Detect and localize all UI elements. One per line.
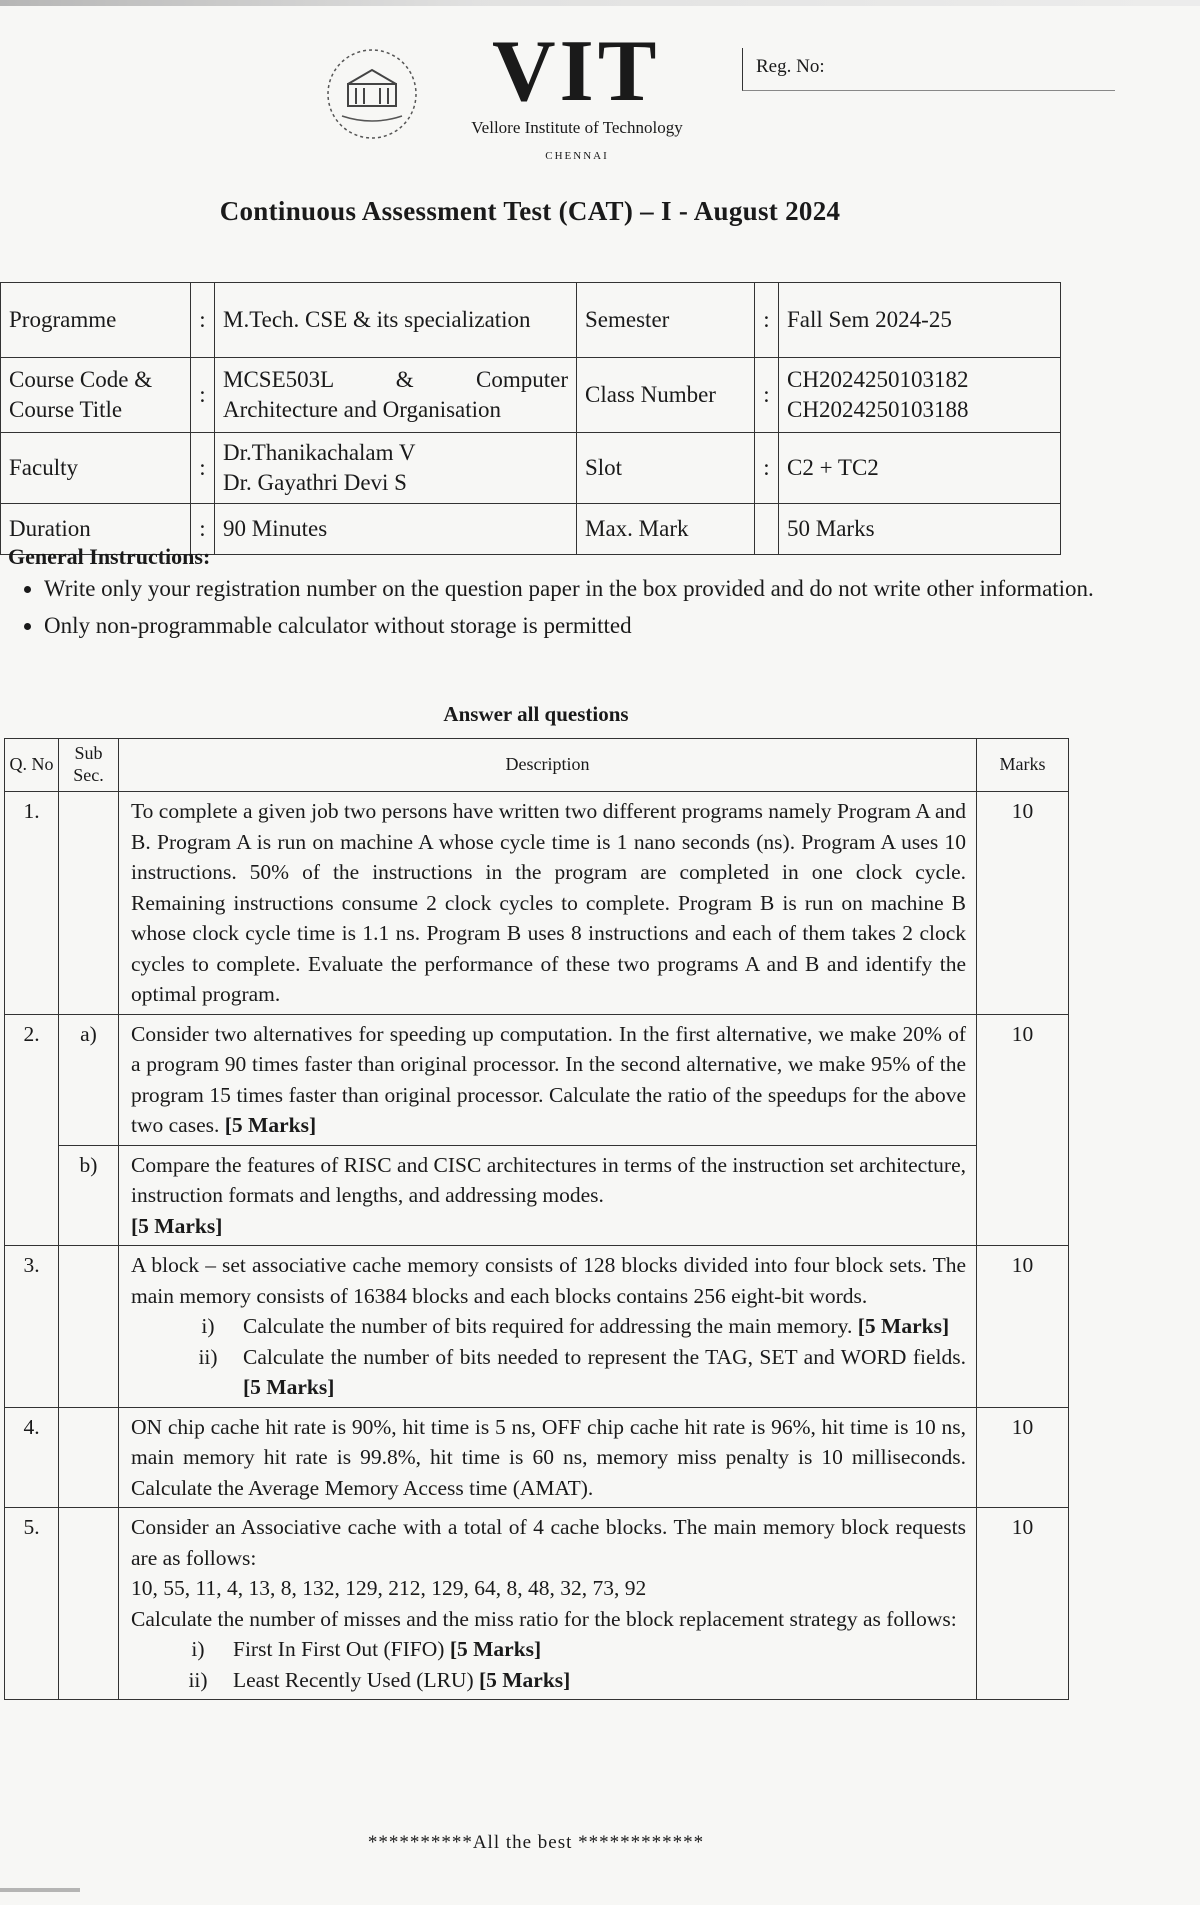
institute-city: CHENNAI — [545, 150, 609, 162]
q1-text: To complete a given job two persons have written two different programs namely Program A and B. Program A is run on machine A whose cycle time is 1 nano seconds (ns). Program A uses 10 instructions. 50% of the instructions in the program are completed in one clock cycle. Remaining instructions consume 2 clock cycles to complete. Program B is run on machine B whose clock cycle time is 1.1 ns. Program B uses 8 instructions and each of them takes 2 clock cycles to complete. Evaluate the performance of these two programs A and B and identify the optimal program. — [119, 792, 977, 1015]
qno: 4. — [5, 1407, 59, 1508]
q3-part-i-text — [243, 1311, 966, 1342]
q5-subparts — [131, 1634, 966, 1695]
q5-i-mark: [5 Marks] — [449, 1637, 542, 1662]
faculty-value — [215, 433, 577, 504]
q5-ii-mark: [5 Marks] — [478, 1667, 571, 1692]
course-label — [1, 358, 191, 433]
question-row-2b — [5, 1145, 1069, 1246]
questions-table — [4, 738, 1069, 1700]
class-number-value — [779, 358, 1061, 433]
colon: : — [755, 358, 779, 433]
sub-sec — [59, 1407, 119, 1508]
sub-sec — [59, 1246, 119, 1408]
q3-i-mark: [5 Marks] — [857, 1314, 950, 1339]
q2a-mark: [5 Marks] — [224, 1113, 317, 1138]
colon: : — [191, 283, 215, 358]
programme-value: M.Tech. CSE & its specialization — [215, 283, 577, 358]
q5-text2: Calculate the number of misses and the miss ratio for the block replacement strategy as follows: — [131, 1606, 957, 1631]
header-desc: Description — [119, 739, 977, 792]
course-value: MCSE503L & Computer Architecture and Organisation — [215, 358, 577, 433]
question-row-1 — [5, 792, 1069, 1015]
qno: 5. — [5, 1508, 59, 1700]
exam-info-table — [0, 282, 1061, 555]
header-marks: Marks — [977, 739, 1069, 792]
institute-name: Vellore Institute of Technology — [471, 118, 683, 137]
qno: 3. — [5, 1246, 59, 1408]
q4-text: ON chip cache hit rate is 90%, hit time is 5 ns, OFF chip cache hit rate is 96%, hit time is 10 ns, main memory hit rate is 99.8%, hit time is 60 ns, memory miss penalty is 10 milliseconds. Calculate the Average Memory Access time (AMAT). — [119, 1407, 977, 1508]
q3-part-ii — [173, 1342, 966, 1403]
question-row-4 — [5, 1407, 1069, 1508]
q3-ii-text: Calculate the number of bits needed to represent the TAG, SET and WORD fields. — [243, 1344, 966, 1369]
scan-top-edge — [0, 0, 1200, 6]
faculty-2: Dr. Gayathri Devi S — [223, 470, 407, 495]
q5-ii-text: Least Recently Used (LRU) — [233, 1667, 474, 1692]
colon: : — [191, 433, 215, 504]
scan-bottom-edge — [0, 1888, 80, 1892]
question-row-3 — [5, 1246, 1069, 1408]
qno: 2. — [5, 1014, 59, 1246]
q5-marks: 10 — [977, 1508, 1069, 1700]
q1-marks: 10 — [977, 792, 1069, 1015]
class-number-2: CH2024250103188 — [787, 397, 969, 422]
sub-sec — [59, 1508, 119, 1700]
q5-part-ii — [163, 1665, 966, 1696]
q3-desc — [119, 1246, 977, 1408]
q5-part-ii-text — [233, 1665, 966, 1696]
colon: : — [191, 504, 215, 555]
q2a-text: Consider two alternatives for speeding up computation. In the first alternative, we make 20% of a program 90 times faster than original processor. In the second alternative, we make 95% of the program 15 times faster than original processor. Calculate the ratio of the speedups for the above two cases. — [131, 1021, 966, 1138]
q2b-mark: [5 Marks] — [131, 1213, 223, 1238]
colon: : — [755, 433, 779, 504]
q3-part-ii-text — [243, 1342, 966, 1403]
q2b-desc — [119, 1145, 977, 1246]
reg-no-label: Reg. No: — [756, 56, 825, 77]
programme-label: Programme — [1, 283, 191, 358]
sub-sec-b: b) — [59, 1145, 119, 1246]
footer-all-the-best: **********All the best ************ — [367, 1832, 705, 1853]
q5-i-text: First In First Out (FIFO) — [233, 1637, 445, 1662]
duration-label: Duration — [1, 504, 191, 555]
question-row-5 — [5, 1508, 1069, 1700]
general-instructions-heading: General Instructions: — [8, 544, 211, 569]
q3-i-text: Calculate the number of bits required for addressing the main memory. — [243, 1314, 853, 1339]
q5-desc — [119, 1508, 977, 1700]
q2b-text: Compare the features of RISC and CISC architectures in terms of the instruction set architecture, instruction formats and lengths, and addressing modes. — [131, 1152, 966, 1208]
q3-part-i — [173, 1311, 966, 1342]
instruction-item: • Write only your registration number on the question paper in the box provided and do not write other information. — [44, 572, 1094, 605]
roman-label: ii) — [188, 1667, 208, 1692]
qno: 1. — [5, 792, 59, 1015]
slot-value: C2 + TC2 — [779, 433, 1061, 504]
slot-label: Slot — [577, 433, 755, 504]
roman-label: i) — [191, 1637, 205, 1662]
semester-value: Fall Sem 2024-25 — [779, 283, 1061, 358]
course-label-line1: Course Code & — [9, 367, 153, 393]
q2a-desc — [119, 1014, 977, 1145]
q5-sequence: 10, 55, 11, 4, 13, 8, 132, 129, 212, 129, 64, 8, 48, 32, 73, 92 — [131, 1576, 647, 1601]
sub-sec-a: a) — [59, 1014, 119, 1145]
q5-part-i — [163, 1634, 966, 1665]
duration-value: 90 Minutes — [215, 504, 577, 555]
semester-label: Semester — [577, 283, 755, 358]
max-mark-label: Max. Mark — [577, 504, 755, 555]
class-number-label: Class Number — [577, 358, 755, 433]
question-row-2a — [5, 1014, 1069, 1145]
institute-seal-icon — [322, 44, 422, 144]
exam-title: Continuous Assessment Test (CAT) – I - August 2024 — [219, 196, 841, 226]
q2-marks: 10 — [977, 1014, 1069, 1246]
colon-empty — [755, 504, 779, 555]
roman-label: i) — [201, 1314, 215, 1339]
q3-subparts — [131, 1311, 966, 1403]
header-qno: Q. No — [5, 739, 59, 792]
instructions-list — [10, 572, 1094, 647]
sub-sec — [59, 792, 119, 1015]
max-mark-value: 50 Marks — [779, 504, 1061, 555]
q5-text1: Consider an Associative cache with a total of 4 cache blocks. The main memory block requests are as follows: — [131, 1515, 966, 1570]
course-label-line2: Course Title — [9, 397, 123, 422]
roman-label: ii) — [198, 1344, 218, 1369]
q5-part-i-text — [233, 1634, 966, 1665]
q3-marks: 10 — [977, 1246, 1069, 1408]
faculty-1: Dr.Thanikachalam V — [223, 440, 416, 466]
q3-ii-mark: [5 Marks] — [243, 1375, 335, 1400]
q3-text: A block – set associative cache memory consists of 128 blocks divided into four block sets. The main memory consists of 16384 blocks and each blocks contains 256 eight-bit words. — [131, 1253, 966, 1308]
vit-logo-text: VIT — [492, 23, 661, 120]
class-number-1: CH2024250103182 — [787, 367, 969, 393]
colon: : — [755, 283, 779, 358]
header-sub: Sub Sec. — [59, 739, 119, 792]
faculty-label: Faculty — [1, 433, 191, 504]
colon: : — [191, 358, 215, 433]
instruction-item: • Only non-programmable calculator without storage is permitted — [44, 609, 1094, 642]
answer-all-heading: Answer all questions — [443, 702, 629, 726]
q4-marks: 10 — [977, 1407, 1069, 1508]
